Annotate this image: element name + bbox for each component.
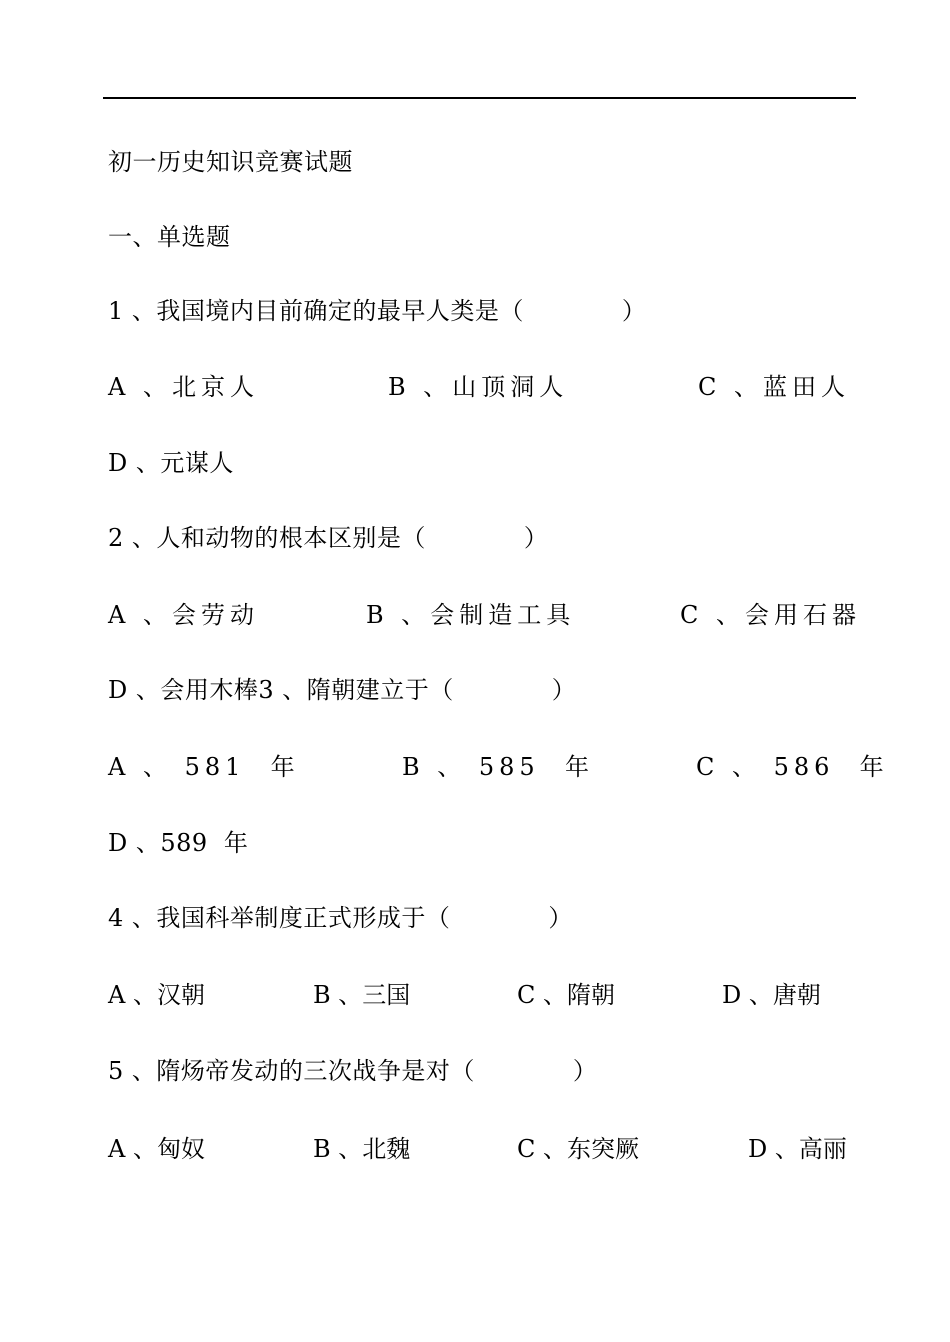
- question-1-option-c: C 、蓝田人: [698, 373, 850, 401]
- question-4-option-a: A 、汉朝: [108, 981, 205, 1009]
- question-4-option-b: B 、三国: [313, 981, 411, 1009]
- question-2-option-c: C 、会用石器: [680, 601, 861, 629]
- question-3-option-a: A 、 581 年: [108, 753, 300, 781]
- question-4-option-c: C 、隋朝: [517, 981, 615, 1009]
- question-4-option-d: D 、唐朝: [722, 981, 821, 1009]
- document-title: 初一历史知识竞赛试题: [108, 148, 353, 176]
- section-heading: 一、单选题: [108, 223, 231, 251]
- question-2-option-d-and-question-3-stem: D 、会用木棒3 、隋朝建立于（ ）: [108, 676, 577, 704]
- header-rule: [103, 97, 856, 99]
- question-2-option-b: B 、会制造工具: [366, 601, 576, 629]
- question-5-option-c: C 、东突厥: [517, 1135, 639, 1163]
- question-1-option-a: A 、北京人: [108, 373, 259, 401]
- question-5-option-b: B 、北魏: [313, 1135, 411, 1163]
- question-1-option-d: D 、元谋人: [108, 449, 234, 477]
- question-5-stem: 5 、隋炀帝发动的三次战争是对（ ）: [108, 1057, 598, 1085]
- question-1-option-b: B 、山顶洞人: [388, 373, 569, 401]
- question-2-stem: 2 、人和动物的根本区别是（ ）: [108, 524, 549, 552]
- question-3-option-d: D 、589 年: [108, 829, 249, 857]
- question-5-option-a: A 、匈奴: [108, 1135, 205, 1163]
- question-5-option-d: D 、高丽: [748, 1135, 847, 1163]
- question-3-option-b: B 、 585 年: [402, 753, 594, 781]
- question-4-stem: 4 、我国科举制度正式形成于（ ）: [108, 904, 573, 932]
- question-2-option-a: A 、会劳动: [108, 601, 259, 629]
- question-3-option-c: C 、 586 年: [696, 753, 889, 781]
- question-1-stem: 1 、我国境内目前确定的最早人类是（ ）: [108, 297, 647, 325]
